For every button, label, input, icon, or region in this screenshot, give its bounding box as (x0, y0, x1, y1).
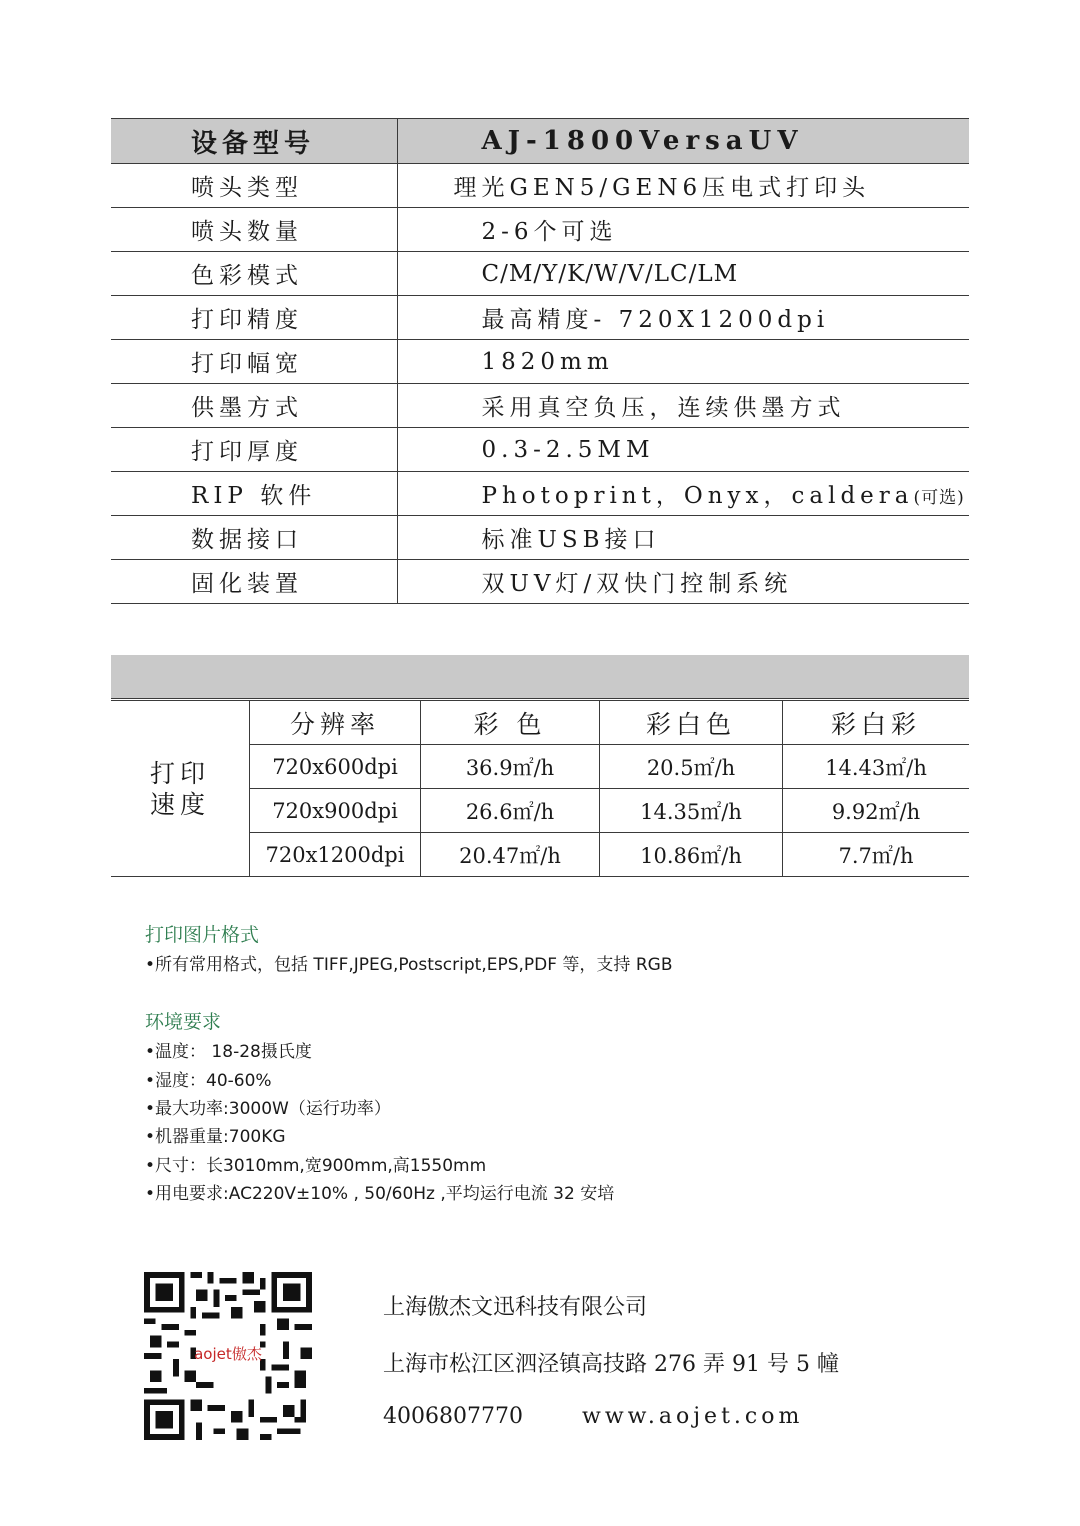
speed-label-line1: 打印 (149, 758, 210, 788)
speed-cell: 720x600dpi (250, 745, 421, 789)
environment-line: •机器重量:700KG (145, 1127, 286, 1147)
speed-cell: 14.43㎡/h (783, 745, 970, 789)
spec-value: 2-6个可选 (397, 208, 969, 252)
spec-value: 采用真空负压，连续供墨方式 (397, 384, 969, 428)
speed-table-banner (111, 655, 969, 699)
speed-header: 彩 色 (421, 701, 600, 745)
spec-row (111, 208, 969, 252)
environment-line: •最大功率:3000W（运行功率） (145, 1099, 391, 1119)
spec-value: 双UV灯/双快门控制系统 (397, 560, 969, 604)
qr-code (144, 1272, 312, 1440)
speed-table (111, 700, 969, 877)
spec-value-note: (可选) (913, 488, 965, 508)
speed-cell: 14.35㎡/h (600, 789, 783, 833)
spec-row (111, 472, 969, 516)
spec-key: 打印厚度 (111, 428, 397, 472)
company-phone: 4006807770 (383, 1404, 523, 1429)
spec-key: 数据接口 (111, 516, 397, 560)
speed-header-row (111, 701, 969, 745)
spec-key: 打印幅宽 (111, 340, 397, 384)
spec-value: 最高精度- 720X1200dpi (397, 296, 969, 340)
spec-key: 固化装置 (111, 560, 397, 604)
speed-header: 彩白彩 (783, 701, 970, 745)
spec-row (111, 560, 969, 604)
speed-cell: 720x900dpi (250, 789, 421, 833)
spec-header-value: AJ-1800VersaUV (397, 119, 969, 164)
speed-cell: 7.7㎡/h (783, 833, 970, 877)
spec-value-main: Photoprint，Onyx，caldera (481, 483, 914, 509)
spec-row (111, 340, 969, 384)
speed-cell: 20.47㎡/h (421, 833, 600, 877)
spec-key: 喷头类型 (111, 164, 397, 208)
formats-line: •所有常用格式，包括 TIFF,JPEG,Postscript,EPS,PDF 等，支持 RGB (145, 955, 673, 975)
speed-cell: 26.6㎡/h (421, 789, 600, 833)
spec-key: 打印精度 (111, 296, 397, 340)
spec-key: 色彩模式 (111, 252, 397, 296)
spec-row (111, 296, 969, 340)
spec-key: 供墨方式 (111, 384, 397, 428)
spec-row (111, 252, 969, 296)
speed-cell: 9.92㎡/h (783, 789, 970, 833)
spec-value: C/M/Y/K/W/V/LC/LM (397, 252, 969, 296)
speed-cell: 720x1200dpi (250, 833, 421, 877)
environment-title: 环境要求 (145, 1011, 222, 1033)
spec-value: 0.3-2.5MM (397, 428, 969, 472)
environment-line: •湿度：40-60% (145, 1071, 272, 1091)
speed-cell: 36.9㎡/h (421, 745, 600, 789)
spec-header-key: 设备型号 (111, 119, 397, 164)
spec-value (397, 472, 969, 516)
spec-value: 1820mm (397, 340, 969, 384)
spec-row (111, 384, 969, 428)
company-website[interactable]: www.aojet.com (582, 1404, 804, 1429)
speed-header: 彩白色 (600, 701, 783, 745)
speed-cell: 20.5㎡/h (600, 745, 783, 789)
spec-value: 标准USB接口 (397, 516, 969, 560)
environment-line: •用电要求:AC220V±10% , 50/60Hz ,平均运行电流 32 安培 (145, 1184, 615, 1204)
environment-line: •尺寸：长3010mm,宽900mm,高1550mm (145, 1156, 487, 1176)
speed-label-line2: 速度 (149, 789, 210, 819)
spec-key: 喷头数量 (111, 208, 397, 252)
company-name: 上海傲杰文迅科技有限公司 (383, 1295, 648, 1320)
spec-row (111, 428, 969, 472)
formats-title: 打印图片格式 (145, 924, 260, 946)
spec-row (111, 164, 969, 208)
environment-line: •温度： 18-28摄氏度 (145, 1042, 312, 1062)
qr-logo-text: aojet傲杰 (194, 1344, 262, 1363)
speed-label (111, 701, 250, 877)
speed-cell: 10.86㎡/h (600, 833, 783, 877)
speed-header: 分辨率 (250, 701, 421, 745)
spec-value: 理光GEN5/GEN6压电式打印头 (397, 164, 969, 208)
spec-header-row (111, 119, 969, 164)
company-address: 上海市松江区泗泾镇高技路 276 弄 91 号 5 幢 (383, 1352, 839, 1377)
spec-row (111, 516, 969, 560)
spec-table (111, 118, 969, 604)
spec-key: RIP 软件 (111, 472, 397, 516)
